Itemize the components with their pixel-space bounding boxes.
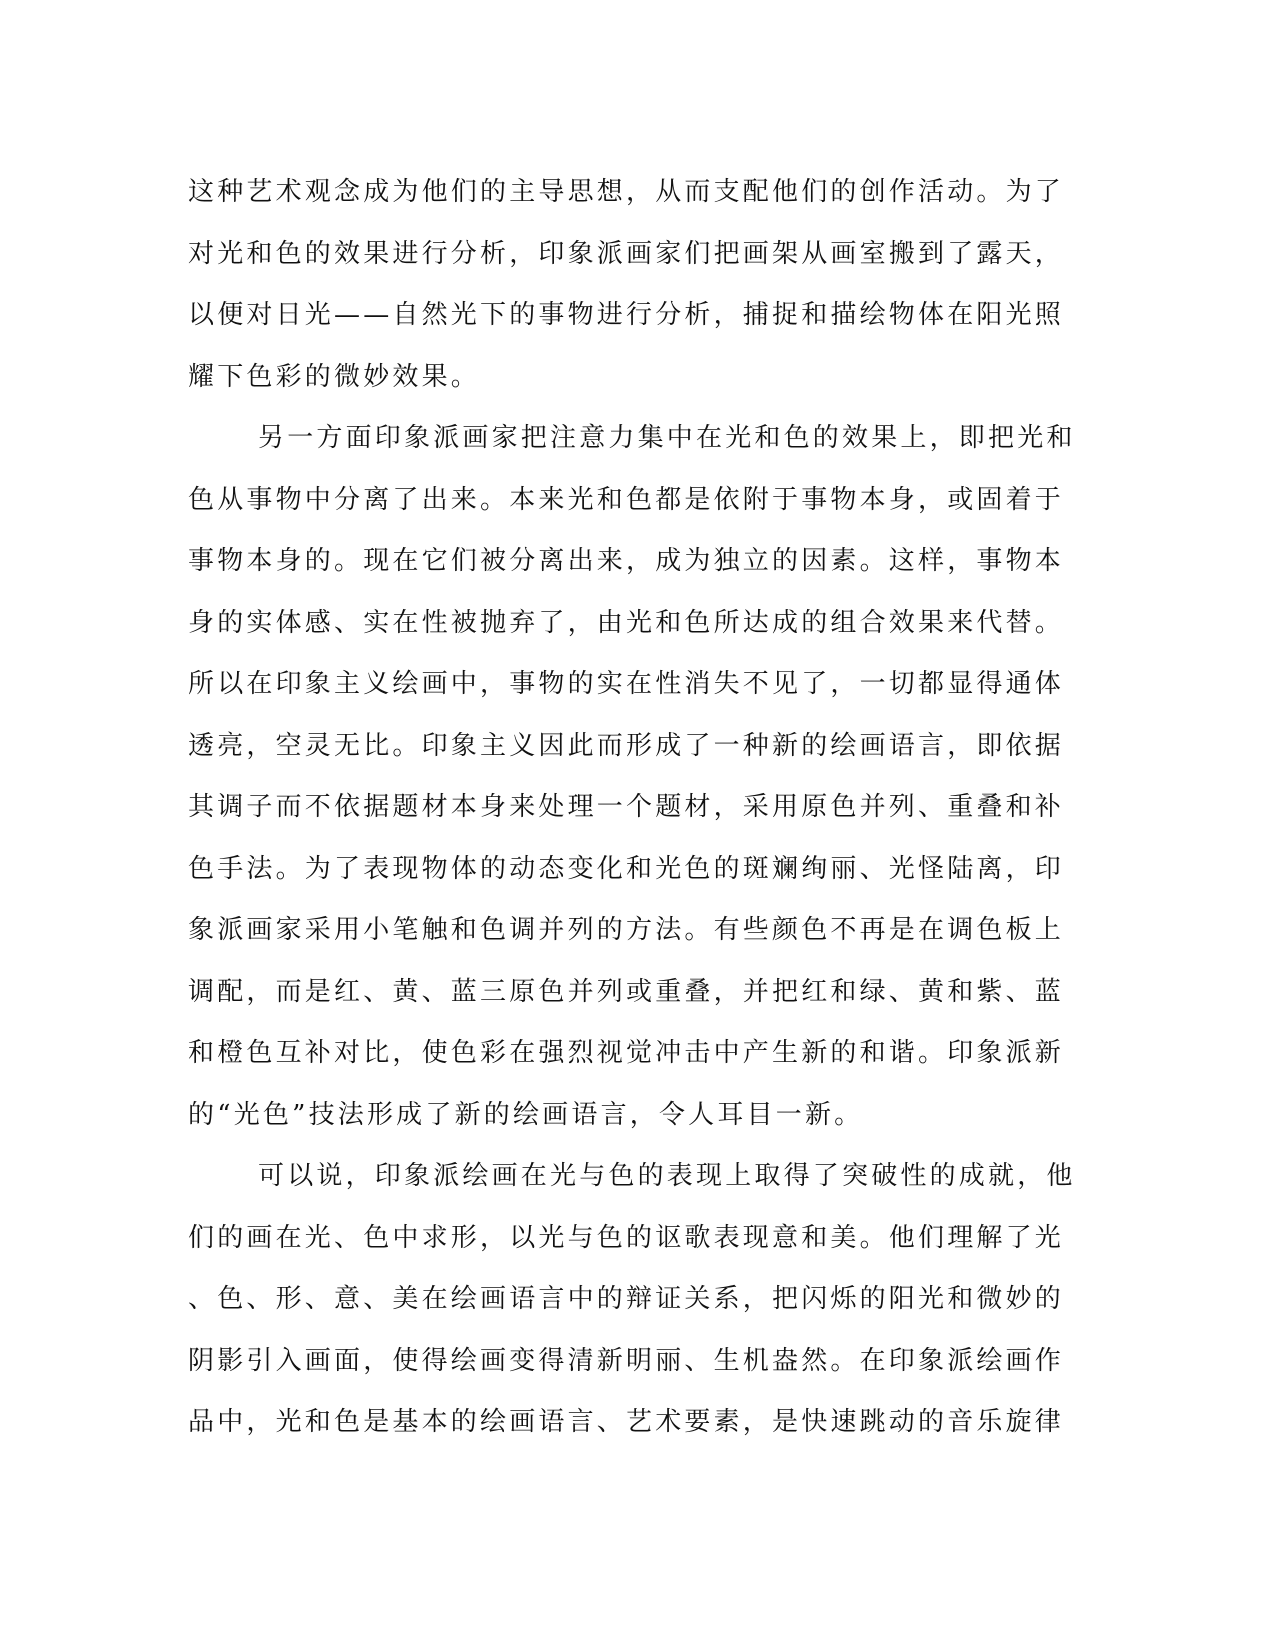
- text-line: 象派画家采用小笔触和色调并列的方法。有些颜色不再是在调色板上: [188, 915, 1065, 945]
- text-line: 事物本身的。现在它们被分离出来，成为独立的因素。这样，事物本: [188, 546, 1065, 576]
- text-line: 色手法。为了表现物体的动态变化和光色的斑斓绚丽、光怪陆离，印: [188, 853, 1065, 884]
- body-text: [188, 162, 1076, 1454]
- text-line: 可以说，印象派绘画在光与色的表现上取得了突破性的成就，他: [258, 1161, 1076, 1191]
- text-line: 另一方面印象派画家把注意力集中在光和色的效果上，即把光和: [258, 423, 1076, 453]
- text-line: 们的画在光、色中求形，以光与色的讴歌表现意和美。他们理解了光: [188, 1222, 1065, 1253]
- text-line: 的“光色”技法形成了新的绘画语言，令人耳目一新。: [188, 1099, 864, 1130]
- text-line: 耀下色彩的微妙效果。: [188, 361, 481, 392]
- text-line: 其调子而不依据题材本身来处理一个题材，采用原色并列、重叠和补: [188, 792, 1065, 822]
- text-line: 这种艺术观念成为他们的主导思想，从而支配他们的创作活动。为了: [188, 177, 1065, 207]
- text-line: 品中，光和色是基本的绘画语言、艺术要素，是快速跳动的音乐旋律: [188, 1407, 1065, 1437]
- text-line: 和橙色互补对比，使色彩在强烈视觉冲击中产生新的和谐。印象派新: [188, 1038, 1065, 1068]
- text-line: 身的实体感、实在性被抛弃了，由光和色所达成的组合效果来代替。: [188, 607, 1065, 638]
- text-line: 对光和色的效果进行分析，印象派画家们把画架从画室搬到了露天，: [188, 238, 1065, 269]
- text-line: 、色、形、意、美在绘画语言中的辩证关系，把闪烁的阳光和微妙的: [188, 1284, 1065, 1314]
- text-line: 以便对日光——自然光下的事物进行分析，捕捉和描绘物体在阳光照: [188, 300, 1065, 330]
- text-line: 阴影引入画面，使得绘画变得清新明丽、生机盎然。在印象派绘画作: [188, 1345, 1065, 1376]
- text-line: 调配，而是红、黄、蓝三原色并列或重叠，并把红和绿、黄和紫、蓝: [188, 976, 1065, 1007]
- text-line: 色从事物中分离了出来。本来光和色都是依附于事物本身，或固着于: [188, 484, 1065, 515]
- text-line: 透亮，空灵无比。印象主义因此而形成了一种新的绘画语言，即依据: [188, 730, 1065, 761]
- text-line: 所以在印象主义绘画中，事物的实在性消失不见了，一切都显得通体: [188, 669, 1065, 699]
